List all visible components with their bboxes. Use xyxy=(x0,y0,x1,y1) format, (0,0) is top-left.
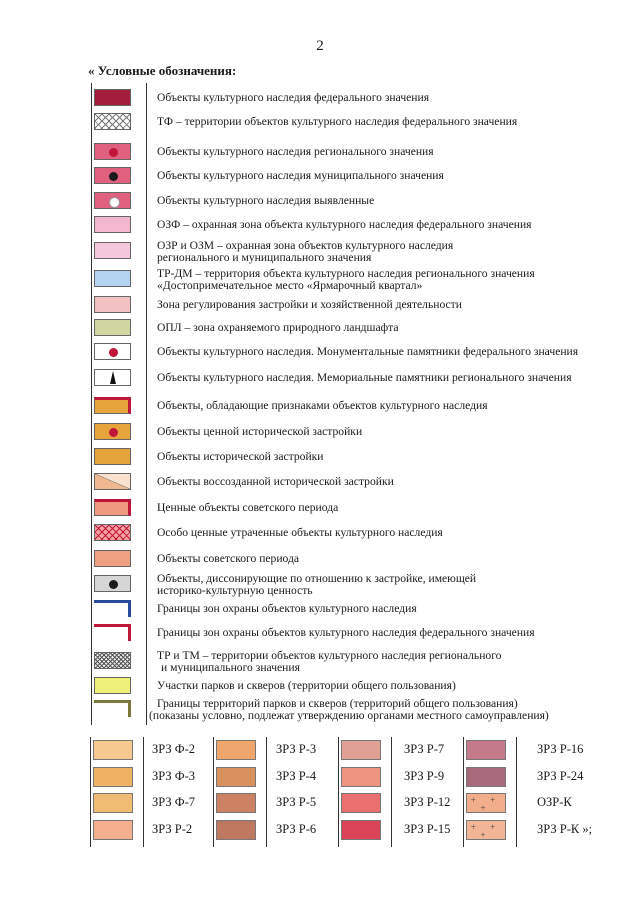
legend-label xyxy=(157,346,578,358)
legend-swatch xyxy=(94,524,131,541)
legend-label-line: ТФ – территории объектов культурного наследия федерального значения xyxy=(157,115,518,128)
legend-label-line: Ценные объекты советского периода xyxy=(157,501,339,514)
legend-dot-marker xyxy=(109,197,120,208)
legend-label-line: и муниципального значения xyxy=(161,661,300,674)
plus-pattern-icon: + + + xyxy=(470,822,502,840)
zone-label: ЗРЗ Р-9 xyxy=(404,769,445,783)
zone-swatch xyxy=(341,740,381,760)
legend-label-line: Объекты, обладающие признаками объектов культурного наследия xyxy=(157,399,488,412)
legend-swatch xyxy=(94,652,131,669)
legend-label xyxy=(157,502,338,514)
legend-label-line: Объекты ценной исторической застройки xyxy=(157,425,363,438)
plus-pattern-icon: + + + xyxy=(470,795,502,813)
legend-label-line: регионального и муниципального значения xyxy=(157,251,372,264)
zone-swatch xyxy=(216,820,256,840)
legend-label xyxy=(157,400,488,412)
legend-label-line: Объекты культурного наследия муниципального значения xyxy=(157,169,444,182)
legend-label xyxy=(157,116,517,128)
legend-swatch xyxy=(94,423,131,440)
legend-swatch xyxy=(94,192,131,209)
legend-swatch xyxy=(94,473,131,490)
legend-boundary-line xyxy=(94,600,131,617)
zone-label: ЗРЗ Р-15 xyxy=(404,822,451,836)
legend-label xyxy=(157,680,456,692)
memorial-marker-icon xyxy=(110,371,116,384)
zone-swatch xyxy=(341,820,381,840)
legend-dot-marker xyxy=(109,348,118,357)
zone-swatch xyxy=(93,767,133,787)
zone-swatch xyxy=(216,793,256,813)
zone-swatch xyxy=(93,793,133,813)
legend-label xyxy=(157,195,374,207)
legend-swatch xyxy=(94,89,131,106)
legend-swatch xyxy=(94,113,131,130)
legend-label xyxy=(157,92,429,104)
legend-swatch xyxy=(94,448,131,465)
legend-label-line: Зона регулирования застройки и хозяйственной деятельности xyxy=(157,298,462,311)
legend-dot-marker xyxy=(109,428,118,437)
legend-swatch xyxy=(94,216,131,233)
zone-swatch xyxy=(216,767,256,787)
legend-swatch xyxy=(94,296,131,313)
zone-label: ЗРЗ Р-4 xyxy=(276,769,317,783)
zone-swatch xyxy=(466,767,506,787)
legend-label-line: Границы зон охраны объектов культурного наследия xyxy=(157,602,417,615)
zone-label: ЗРЗ Р-16 xyxy=(537,742,584,756)
legend-swatch xyxy=(94,319,131,336)
legend-label xyxy=(157,650,501,674)
zone-label: ЗРЗ Р-3 xyxy=(276,742,317,756)
legend-boundary-line xyxy=(94,700,131,717)
legend-heading: « Условные обозначения: xyxy=(88,63,237,78)
legend-label xyxy=(157,476,394,488)
legend-label xyxy=(157,603,417,615)
legend-swatch xyxy=(94,143,131,160)
legend-label-line: Объекты советского периода xyxy=(157,552,300,565)
legend-swatch xyxy=(94,575,131,592)
legend-swatch xyxy=(94,369,131,386)
zone-swatch xyxy=(466,740,506,760)
legend-label-line: Объекты, диссонирующие по отношению к застройке, имеющей xyxy=(157,572,477,585)
legend-label xyxy=(157,219,532,231)
legend-label xyxy=(157,527,443,539)
legend-label-line: ОПЛ – зона охраняемого природного ландшафта xyxy=(157,321,399,334)
legend-swatch xyxy=(94,397,131,414)
legend-label-line: Особо ценные утраченные объекты культурного наследия xyxy=(157,526,443,539)
legend-label xyxy=(157,553,299,565)
legend-swatch xyxy=(94,343,131,360)
legend-label-line: (показаны условно, подлежат утверждению органами местного самоуправления) xyxy=(149,709,549,722)
zone-label: ЗРЗ Р-12 xyxy=(404,795,451,809)
legend-label-line: Границы территорий парков и скверов (территорий общего пользования) xyxy=(157,697,518,710)
zone-label: ЗРЗ Р-К »; xyxy=(537,822,593,836)
legend-label-line: ОЗР и ОЗМ – охранная зона объектов культурного наследия xyxy=(157,239,454,252)
legend-label-line: ОЗФ – охранная зона объекта культурного наследия федерального значения xyxy=(157,218,532,231)
legend-label-line: Объекты воссозданной исторической застройки xyxy=(157,475,394,488)
zone-label: ЗРЗ Ф-2 xyxy=(152,742,196,756)
legend-label-line: Объекты культурного наследия выявленные xyxy=(157,194,375,207)
zone-swatch xyxy=(466,793,506,813)
legend-label xyxy=(157,322,399,334)
legend-swatch xyxy=(94,242,131,259)
page-number: 2 xyxy=(316,38,324,54)
legend-boundary-line xyxy=(94,624,131,641)
legend-label-line: историко-культурную ценность xyxy=(157,584,313,597)
zone-label: ЗРЗ Р-7 xyxy=(404,742,445,756)
legend-label xyxy=(157,372,572,384)
legend-label xyxy=(157,627,535,639)
legend-swatch xyxy=(94,270,131,287)
legend-label xyxy=(157,426,362,438)
legend-swatch xyxy=(94,677,131,694)
legend-label-line: ТР и ТМ – территории объектов культурного наследия регионального xyxy=(157,649,502,662)
legend-label-line: Объекты культурного наследия. Мемориальные памятники регионального значения xyxy=(157,371,572,384)
zone-label: ОЗР-К xyxy=(537,795,572,809)
zone-label: ЗРЗ Р-5 xyxy=(276,795,317,809)
zone-label: ЗРЗ Р-2 xyxy=(152,822,193,836)
legend-label xyxy=(149,697,549,722)
legend-label xyxy=(157,146,434,158)
legend-label-line: «Достопримечательное место «Ярмарочный квартал» xyxy=(157,279,423,292)
legend-dot-marker xyxy=(109,172,118,181)
legend-label-line: ТР-ДМ – территория объекта культурного наследия регионального значения xyxy=(157,267,535,280)
zone-swatch xyxy=(93,820,133,840)
zone-label: ЗРЗ Ф-7 xyxy=(152,795,196,809)
zone-label: ЗРЗ Р-6 xyxy=(276,822,317,836)
legend-label xyxy=(157,451,324,463)
legend-label-line: Объекты культурного наследия регионального значения xyxy=(157,145,434,158)
legend-label xyxy=(157,170,444,182)
zone-label: ЗРЗ Ф-3 xyxy=(152,769,196,783)
zone-swatch xyxy=(466,820,506,840)
legend-label-line: Объекты культурного наследия. Монументальные памятники федерального значения xyxy=(157,345,579,358)
legend-label xyxy=(157,268,535,292)
zone-swatch xyxy=(341,793,381,813)
legend-label xyxy=(157,240,453,264)
zone-label: ЗРЗ Р-24 xyxy=(537,769,584,783)
legend-label xyxy=(157,299,462,311)
zone-swatch xyxy=(216,740,256,760)
legend-dot-marker xyxy=(109,148,118,157)
zone-swatch xyxy=(341,767,381,787)
legend-dot-marker xyxy=(109,580,118,589)
legend-label-line: Границы зон охраны объектов культурного наследия федерального значения xyxy=(157,626,535,639)
zone-swatch xyxy=(93,740,133,760)
legend-label xyxy=(157,573,476,597)
legend-swatch xyxy=(94,550,131,567)
legend-label-line: Объекты исторической застройки xyxy=(157,450,324,463)
legend-label-line: Участки парков и скверов (территории общего пользования) xyxy=(157,679,456,692)
legend-swatch xyxy=(94,499,131,516)
legend-label-line: Объекты культурного наследия федерального значения xyxy=(157,91,430,104)
legend-swatch xyxy=(94,167,131,184)
